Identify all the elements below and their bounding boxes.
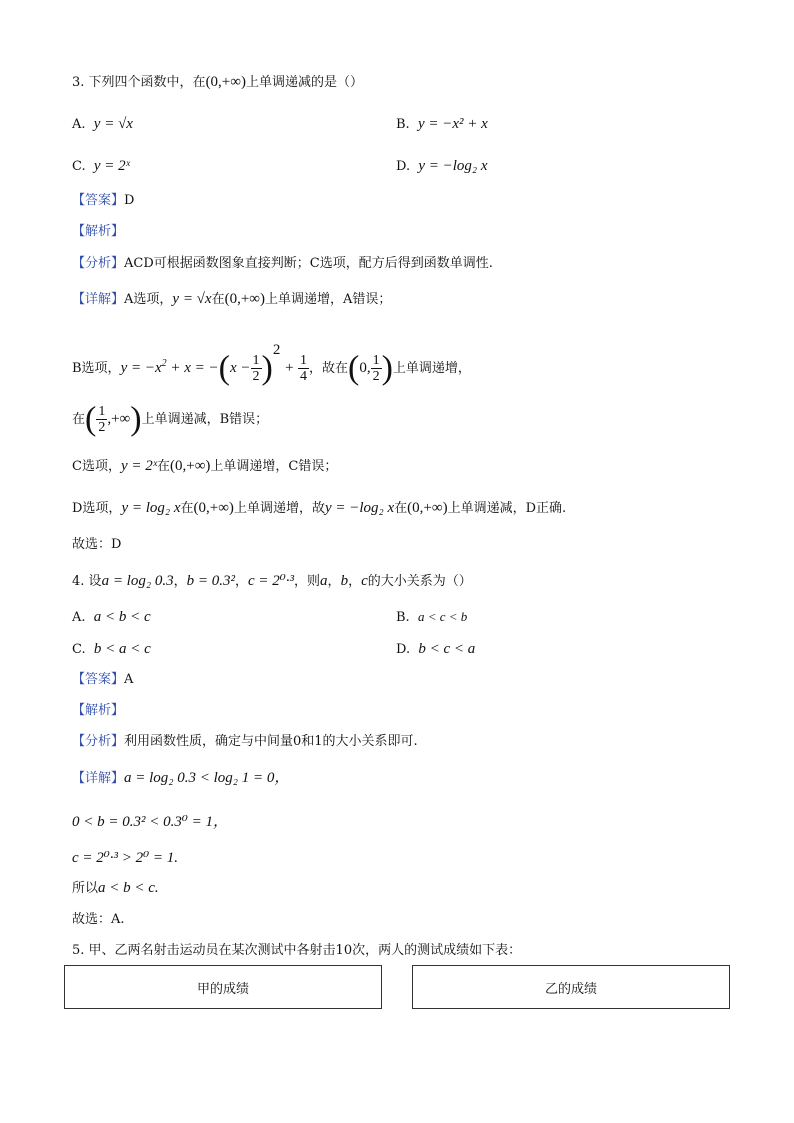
q3-stem-text-b: 上单调递减的是（） <box>245 75 363 90</box>
q4-c-def: c = 2⁰·³ <box>247 573 295 589</box>
q4-stem-b: ，则 <box>294 574 321 589</box>
q3-fenxi-text: ACD可根据函数图象直接判断；C选项，配方后得到函数单调性. <box>124 256 493 271</box>
q4-choice-text: 故选：A. <box>72 912 125 927</box>
q3-option-b-label: B. <box>396 117 410 132</box>
q3-fenxi <box>72 254 493 274</box>
q3-option-b-math: y = −x² + x <box>417 116 488 132</box>
q3-d2-interval-close: ) <box>381 349 393 387</box>
q3-d5-e: 上单调递减，D正确. <box>447 501 567 516</box>
q3-d3-interval-open: ( <box>85 400 97 438</box>
q3-analysis-tag <box>72 222 124 242</box>
q3-option-a-math: y = √x <box>93 116 133 132</box>
q3-option-c-label: C. <box>72 159 86 174</box>
q3-choice <box>72 535 121 555</box>
q4-a-def: a = log₂ 0.3 <box>101 573 174 589</box>
q3-d4-b: 在 <box>156 459 170 474</box>
q4-d2-math: 0 < b = 0.3² < 0.3⁰ = 1， <box>72 814 228 830</box>
q3-d2-frac-quarter: $\frac{1}{4}$ <box>299 353 307 384</box>
q3-d1-b: 在 <box>211 292 225 307</box>
q3-d1-c: 上单调递增，A错误； <box>265 292 392 307</box>
q3-d3-interval-close: ) <box>130 400 142 438</box>
q3-answer-tag: 【答案】 <box>72 193 125 208</box>
q4-analysis-tag <box>72 701 124 721</box>
q3-d2-interval-frac: $\frac{1}{2}$ <box>372 353 380 384</box>
q4-answer-tag: 【答案】 <box>72 672 125 687</box>
q3-d2-math: $y = -x^2 + x$ = − <box>120 358 219 376</box>
q3-d3-a: 在 <box>72 412 86 427</box>
q3-d5-interval2: (0,+∞) <box>407 500 448 516</box>
q4-d1-math: a = log₂ 0.3 < log₂ 1 = 0， <box>124 770 290 786</box>
q3-d3-frac: $\frac{1}{2}$ <box>98 404 106 435</box>
q4-option-c <box>72 639 151 660</box>
q4-detail-line3 <box>72 848 178 869</box>
q3-option-c-math: y = 2ˣ <box>93 158 130 174</box>
q3-analysis-label: 【解析】 <box>72 224 125 239</box>
q3-option-d-math: y = −log₂ x <box>418 158 488 174</box>
q3-d2-paren-open: ( <box>218 349 230 387</box>
q4-var-a: a <box>320 573 328 589</box>
q3-detail-line2 <box>72 340 471 387</box>
q4-detail-line4 <box>72 878 159 899</box>
q4-choice <box>72 910 125 930</box>
q4-option-a-math: a < b < c <box>93 609 151 625</box>
q3-d2-frac-half: $\frac{1}{2}$ <box>252 353 260 384</box>
q3-d4-interval: (0,+∞) <box>169 458 211 474</box>
q4-d3-math: c = 2⁰·³ > 2⁰ = 1. <box>72 850 179 866</box>
q4-option-b-math: a < c < b <box>417 609 468 624</box>
q3-d5-math2: y = −log₂ x <box>324 500 395 516</box>
q4-option-d-label: D. <box>396 642 411 657</box>
q4-detail-line2 <box>72 812 228 833</box>
q3-d4-c: 上单调递增，C错误； <box>210 459 338 474</box>
q3-detail-line3 <box>72 400 269 438</box>
q3-option-c <box>72 156 130 177</box>
q3-interval: (0,+∞) <box>205 74 246 90</box>
q5-number: 5. <box>72 943 85 958</box>
q3-number: 3. <box>72 75 85 90</box>
q3-answer <box>72 191 134 211</box>
q4-var-c: c <box>361 573 368 589</box>
q4-answer <box>72 670 133 690</box>
q4-var-b: b <box>340 573 349 589</box>
q5-table-right-label: 乙的成绩 <box>544 981 597 997</box>
q3-d2-c: 上单调递增， <box>392 361 471 376</box>
q5-stem <box>72 941 521 961</box>
q5-table-header-left <box>64 965 382 1009</box>
q3-d2-x: x − <box>229 360 251 376</box>
q3-d3-inf: ,+∞ <box>107 411 131 427</box>
q3-d5-b: 在 <box>180 501 194 516</box>
q3-d2-paren-close: ) <box>261 349 273 387</box>
q3-detail-line1 <box>72 289 391 310</box>
q3-d5-c: 上单调递增，故 <box>233 501 325 516</box>
q3-d2-interval-open: ( <box>347 349 360 387</box>
q3-detail-line4 <box>72 456 337 477</box>
q3-d4-a: C选项， <box>72 459 121 474</box>
q3-d5-interval1: (0,+∞) <box>193 500 234 516</box>
q3-detail-line5 <box>72 498 566 519</box>
q4-stem-c: 的大小关系为（） <box>367 574 472 589</box>
q3-d1-math: y = √x <box>172 291 212 307</box>
q4-option-c-label: C. <box>72 642 86 657</box>
q4-stem-a: 设 <box>88 574 102 589</box>
q4-option-a-label: A. <box>72 610 86 625</box>
q3-d4-math: y = 2ˣ <box>120 458 157 474</box>
q4-option-b <box>396 607 467 628</box>
q3-d3-b: 上单调递减，B错误； <box>141 412 269 427</box>
q4-stem: 4. 设a = log₂ 0.3，b = 0.3²，c = 2⁰·³，则a，b，c的大小关系为（） <box>72 573 472 589</box>
q5-table-header-right <box>412 965 730 1009</box>
q4-d4-math: a < b < c. <box>98 880 159 896</box>
q4-detail-line1 <box>72 768 289 789</box>
q4-fenxi-text: 利用函数性质，确定与中间量0和1的大小关系即可. <box>124 734 418 749</box>
q3-stem <box>72 72 363 93</box>
q4-answer-value: A <box>124 672 134 687</box>
q3-d2-a: B选项， <box>72 361 121 376</box>
q3-choice-text: 故选：D <box>72 537 122 552</box>
q3-d2-interval-zero: 0, <box>359 360 371 376</box>
q4-detail-tag: 【详解】 <box>72 771 125 786</box>
q4-option-a <box>72 607 151 628</box>
q3-d1-interval: (0,+∞) <box>224 291 265 307</box>
q4-fenxi-tag: 【分析】 <box>72 734 125 749</box>
q4-number: 4. <box>72 574 85 589</box>
q4-b-def: b = 0.3² <box>186 573 235 589</box>
q4-d4-a: 所以 <box>72 881 99 896</box>
q3-detail-tag: 【详解】 <box>72 292 125 307</box>
q3-answer-value: D <box>124 193 135 208</box>
q4-analysis-label: 【解析】 <box>72 703 125 718</box>
q4-option-d-math: b < c < a <box>418 641 476 657</box>
q3-d1-a: A选项， <box>124 292 173 307</box>
q3-stem-text-a: 下列四个函数中，在 <box>88 75 206 90</box>
q5-stem-text: 甲、乙两名射击运动员在某次测试中各射击10次，两人的测试成绩如下表： <box>88 943 522 958</box>
q3-option-b <box>396 114 488 135</box>
q3-option-d-label: D. <box>396 159 411 174</box>
q3-option-d <box>396 156 488 177</box>
q5-table-left-label: 甲的成绩 <box>196 981 249 997</box>
q3-d2-square: 2 <box>272 342 281 358</box>
q3-option-a <box>72 114 133 135</box>
q3-d5-math1: y = log₂ x <box>121 500 181 516</box>
q4-fenxi <box>72 732 418 752</box>
q4-option-d <box>396 639 475 660</box>
q4-option-c-math: b < a < c <box>93 641 151 657</box>
q3-option-a-label: A. <box>72 117 86 132</box>
q3-d2-b: ，故在 <box>308 361 348 376</box>
q4-option-b-label: B. <box>396 610 410 625</box>
q3-d5-d: 在 <box>394 501 408 516</box>
q3-fenxi-tag: 【分析】 <box>72 256 125 271</box>
q3-d2-plus: + <box>280 360 298 376</box>
q3-d5-a: D选项， <box>72 501 122 516</box>
